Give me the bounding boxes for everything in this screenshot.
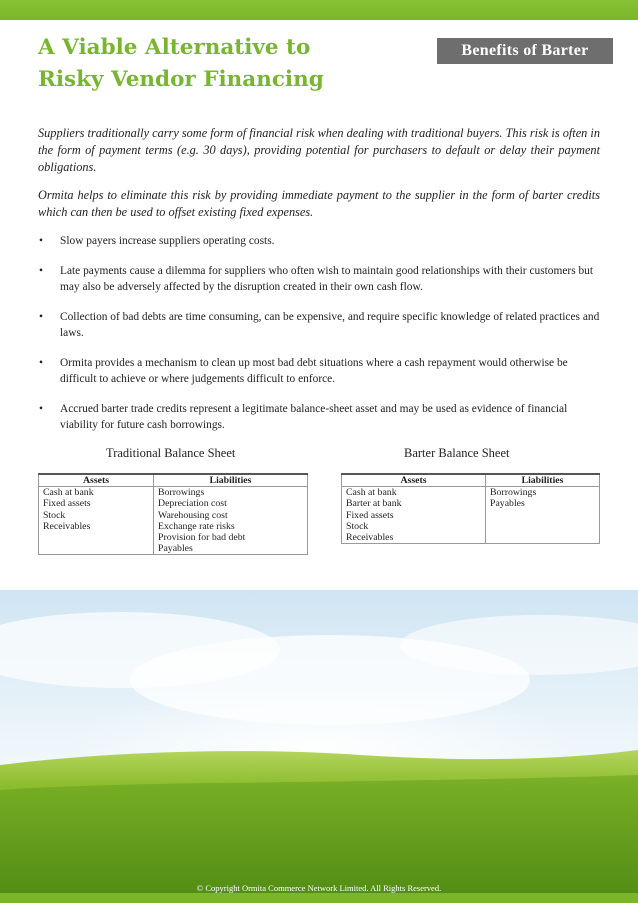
asset-cell: Fixed assets bbox=[39, 498, 154, 509]
asset-cell: Receivables bbox=[39, 521, 154, 532]
list-item bbox=[38, 309, 604, 341]
traditional-balance-sheet bbox=[38, 473, 308, 555]
asset-cell: Stock bbox=[342, 521, 486, 532]
table-row bbox=[39, 498, 308, 509]
traditional-sheet-title: Traditional Balance Sheet bbox=[106, 446, 236, 460]
table-row bbox=[39, 510, 308, 521]
table-row bbox=[342, 521, 600, 532]
table-row bbox=[39, 487, 308, 499]
list-item bbox=[38, 355, 604, 387]
liability-cell: Borrowings bbox=[154, 487, 308, 499]
table-row bbox=[39, 543, 308, 555]
barter-balance-sheet bbox=[341, 473, 600, 544]
footer-bar bbox=[0, 893, 638, 903]
section-badge: Benefits of Barter bbox=[437, 38, 613, 64]
list-item-text: Slow payers increase suppliers operating costs. bbox=[60, 235, 275, 247]
bullet-icon: • bbox=[39, 357, 43, 369]
intro-text bbox=[38, 125, 600, 232]
asset-cell: Stock bbox=[39, 510, 154, 521]
table-row bbox=[39, 532, 308, 543]
page-title bbox=[38, 32, 324, 96]
list-item-text: Accrued barter trade credits represent a legitimate balance-sheet asset and may be used as evidence of financial viability for future cash borrowings. bbox=[60, 403, 568, 431]
bullet-icon: • bbox=[39, 311, 43, 323]
table-row bbox=[342, 510, 600, 521]
list-item-text: Late payments cause a dilemma for suppliers who often wish to maintain good relationships with their customers but may also be adversely affected by the disruption created in their own cash flow. bbox=[60, 265, 594, 293]
title-line-1: A Viable Alternative to bbox=[38, 35, 311, 60]
table-row bbox=[39, 521, 308, 532]
asset-cell: Fixed assets bbox=[342, 510, 486, 521]
list-item-text: Collection of bad debts are time consuming, can be expensive, and require specific knowledge of related practices and laws. bbox=[60, 311, 600, 339]
asset-cell: Cash at bank bbox=[39, 487, 154, 499]
table-row bbox=[342, 532, 600, 544]
bullet-icon: • bbox=[39, 265, 43, 277]
table-header-row bbox=[342, 474, 600, 487]
bullet-icon: • bbox=[39, 235, 43, 247]
title-line-2: Risky Vendor Financing bbox=[38, 67, 324, 92]
landscape-illustration bbox=[0, 590, 638, 895]
col-assets: Assets bbox=[342, 474, 486, 487]
asset-cell: Cash at bank bbox=[342, 487, 486, 499]
list-item bbox=[38, 233, 604, 249]
liability-cell: Exchange rate risks bbox=[154, 521, 308, 532]
barter-sheet-title: Barter Balance Sheet bbox=[404, 446, 510, 460]
asset-cell bbox=[39, 532, 154, 543]
col-assets: Assets bbox=[39, 474, 154, 487]
table-header-row bbox=[39, 474, 308, 487]
copyright-text: © Copyright Ormita Commerce Network Limited. All Rights Reserved. bbox=[196, 883, 442, 893]
liability-cell: Payables bbox=[154, 543, 308, 555]
liability-cell bbox=[486, 532, 600, 544]
liability-cell: Provision for bad debt bbox=[154, 532, 308, 543]
benefits-list bbox=[38, 233, 604, 447]
liability-cell: Payables bbox=[486, 498, 600, 509]
list-item bbox=[38, 401, 604, 433]
asset-cell bbox=[39, 543, 154, 555]
liability-cell bbox=[486, 521, 600, 532]
bullet-icon: • bbox=[39, 403, 43, 415]
intro-paragraph: Ormita helps to eliminate this risk by providing immediate payment to the supplier in the form of barter credits which can then be used to offset existing fixed expenses. bbox=[38, 188, 600, 219]
liability-cell bbox=[486, 510, 600, 521]
top-green-bar bbox=[0, 0, 638, 20]
table-row bbox=[342, 498, 600, 509]
liability-cell: Depreciation cost bbox=[154, 498, 308, 509]
list-item bbox=[38, 263, 604, 295]
liability-cell: Borrowings bbox=[486, 487, 600, 499]
asset-cell: Receivables bbox=[342, 532, 486, 544]
col-liabilities: Liabilities bbox=[154, 474, 308, 487]
grass-field-image bbox=[0, 590, 638, 895]
asset-cell: Barter at bank bbox=[342, 498, 486, 509]
table-row bbox=[342, 487, 600, 499]
intro-paragraph: Suppliers traditionally carry some form of financial risk when dealing with traditional buyers. This risk is often in the form of payment terms (e.g. 30 days), providing potential for purchasers to default or delay their payment obligations. bbox=[38, 126, 600, 174]
col-liabilities: Liabilities bbox=[486, 474, 600, 487]
list-item-text: Ormita provides a mechanism to clean up most bad debt situations where a cash repayment would otherwise be difficult to achieve or where judgements difficult to enforce. bbox=[60, 357, 568, 385]
liability-cell: Warehousing cost bbox=[154, 510, 308, 521]
